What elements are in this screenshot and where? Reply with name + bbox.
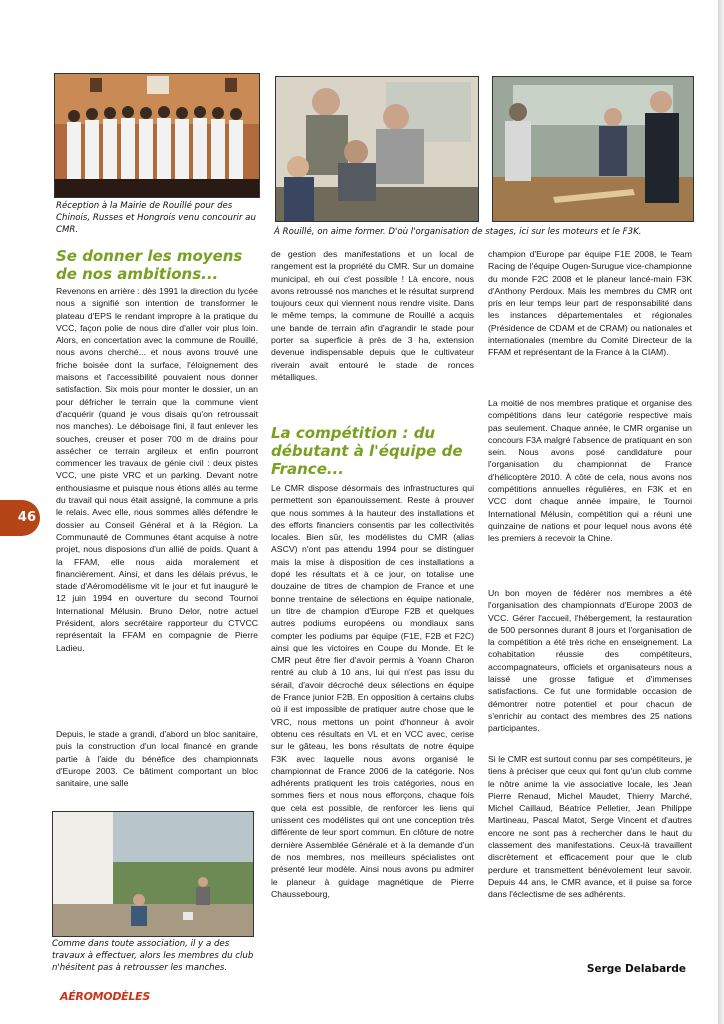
- col1-paragraph-2: Depuis, le stade a grandi, d'abord un bloc sanitaire, puis la construction d'un local financé en grande partie à l'aide du bénéfice des championnats d'Europe 2003. Ce bâtiment comportant un bloc sanitaire, une salle: [56, 729, 258, 789]
- col3-paragraph-2: La moitié de nos membres pratique et organise des compétitions dans leur catégorie respective mais pas seulement. Chaque année, le CMR organise un concours F3A malgré l'absence de pratiquant en son sein. Nous avons posé candidature pour l'organisation du championnat de France d'hélicoptère 2010. À côté de cela, nous avons nos compétitions annuelles régulières, en F3K et en VCC dont chaque année impaire, le Tournoi International Mélusin, compétition qui a réuni une quinzaine de nations et pour lequel nous avons été les premiers à recevoir la Chine.: [488, 398, 692, 544]
- magazine-logo: AÉROMODÈLES: [60, 990, 150, 1003]
- page-edge: [718, 0, 724, 1024]
- col1-paragraph-1: Revenons en arrière : dès 1991 la direction du lycée nous a signifié son intention de transformer le plateau d'EPS le rendant impropre à la pratique du VCC, façon polie de nous dire d'aller voir plus loin. Alors, en concertation avec la commune de Rouillé, nous avons cherché... et nous avons trouvé une friche boisée dont la surface, l'éloignement des maisons et l'accessibilité pouvaient nous donner satisfaction. Six mois pour monter le dossier, un an pour défricher le terrain que la commune vient d'acquérir (quand je vous disais qu'on retroussait nos manches). Le déboisage fini, il faut enlever les souches, creuser et poser 700 m de drains pour assécher ce terrain argileux et enfin pourront commencer les travaux de génie civil : deux pistes VCC, une piste VRC et un parking. Devant notre enthousiasme et puisque nous étions allés au terme du travail qui nous était assigné, la commune a pris le relais. Avec elle, nous sommes allés défendre le dossier au Conseil Général et à la Région. La Communauté de Communes étant acquise à notre projet, nous disposions d'un allié de poids. Quant à la FFAM, elle nous aida moralement et financièrement. Ainsi, et dans les délais prévus, le stade d'Aéromodélisme vit le jour et fut inauguré le 12 juin 1994 en ouverture du second Tournoi International Mélusin. Bruno Delor, notre actuel Président, alors secrétaire rapporteur du CTVCC représentait la FFAM en compagnie de Pierre Ladieu.: [56, 286, 258, 653]
- col3-paragraph-1: champion d'Europe par équipe F1E 2008, le Team Racing de l'équipe Ougen-Surugue vice-championne du monde F2C 2008 et le planeur lancé-main F3K d'Anthony Perdoux. Mais les membres du CMR ont pris en leur temps leur part de responsabilité dans les instances départementales et régionales (Présidence de CDAM et de CRAM) ou nationales et internationales (membre du Comité Directeur de la FFAM et représentant de la France à la CIAM).: [488, 249, 692, 358]
- col3-paragraph-4: Si le CMR est surtout connu par ses compétiteurs, je tiens à préciser que ceux qui font qu'un club comme le nôtre anime la vie associative locale, les Jean Pierre Renaud, Michel Maudet, Thierry Marché, Michel Caillaud, Béatrice Pelletier, Jean Philippe Martineau, Pascal Matot, Serge Vincent et d'autres encore ne sont pas à rechercher dans le haut du classement des manifestations. Ceux-là travaillent discrètement et efficacement pour que le club perdure et transmettent bénévolement leur savoir. Depuis 44 ans, le CMR avance, et il puise sa force dans l'éclectisme de ses adhérents.: [488, 754, 692, 900]
- photo-stage-formation: [275, 76, 479, 222]
- page-number: 46: [0, 500, 40, 536]
- col2-paragraph-1: de gestion des manifestations et un local de rangement est la propriété du CMR. Sur un domaine municipal, eh oui c'est possible ! Là encore, nous avons retroussé nos manches et le résultat surprend toujours ceux qui viennent nous rendre visite. Dans le même temps, la commune de Rouillé a acquis une bande de terrain afin d'agrandir le stade pour porter sa superficie à près de 3 ha, extension devenue indispensable depuis que le cultivateur riverain avait entouré le stade de ronces métalliques.: [271, 249, 474, 382]
- photo-atelier-moteurs: [492, 76, 694, 222]
- heading-competition: La compétition : du débutant à l'équipe de France...: [271, 424, 463, 478]
- col2-paragraph-2: Le CMR dispose désormais des infrastructures qui permettent son épanouissement. Reste à prouver que nous sommes à la hauteur des installations et des efforts financiers consentis par les collectivités locales. Bien sûr, les modélistes du CMR (alias ASCV) n'ont pas attendu 1994 pour se distinguer mais la mise à disposition de ces installations a dopé les résultats et à ce jour, on totalise une douzaine de titres de champion de France et une bonne trentaine de sélections en équipe nationale, un titre de champion d'Europe F2B et quelques autres podiums européens ou mondiaux sans compter les podiums par équipe (F1E, F2B et F2C) ainsi que les victoires en Coupe du Monde. Et le CMR peut être fier d'avoir permis à Yoann Charon rentré au club à 10 ans, lui qui n'est pas issu du sérail, d'avoir décroché deux sélections en équipe de France junior F2B. En opposition à certains clubs où il est impossible de pratiquer autre chose que le VRC, nous mettons un point d'honneur à avoir obtenu ces résultats en VL et en VCC avec, cerise sur le gâteau, les bons résultats de notre équipe F3K avec laquelle nous avons organisé le championnat de France 2006 de la catégorie. Nos adhérents pratiquent les trois catégories, nous en sommes fiers et nous nous efforçons, chaque fois que cela est possible, de renforcer les liens qui unissent ces modélistes qui ont une conception très différente de leur sport commun. En clôture de notre dernière Assemblée Générale et à la demande d'un de nos membres, nos meilleurs spécialistes ont présenté leur modèle. Ainsi nous avons pu admirer le planeur à guidage magnétique de Pierre Chaussebourg,: [271, 483, 474, 899]
- heading-moyens: Se donner les moyens de nos ambitions...: [56, 247, 243, 283]
- photo-travaux: [52, 811, 254, 937]
- photo-mairie-caption: Réception à la Mairie de Rouillé pour des Chinois, Russes et Hongrois venu concourir au CMR.: [56, 201, 256, 235]
- col3-paragraph-3: Un bon moyen de fédérer nos membres a été l'organisation des championnats d'Europe 2003 de VCC. Gérer l'accueil, l'hébergement, la restauration de 500 personnes durant 8 jours et l'organisation de la compétition a été très riche en enseignement. La cohabitation réussie des compétiteurs, accompagnateurs, officiels et organisateurs nous a laissé une grosse fatigue et d'immenses satisfactions. Ce fut une formidable occasion de démontrer notre potentiel et pour chacun de s'enrichir au contact des membres des 25 nations participantes.: [488, 588, 692, 734]
- photo-travaux-caption: Comme dans toute association, il y a des travaux à effectuer, alors les membres du club n'hésitent pas à retrousser les manches.: [52, 939, 254, 973]
- author-name: Serge Delabarde: [586, 963, 686, 975]
- photo-mairie-reception: [54, 73, 260, 198]
- photo-stage-caption: À Rouillé, on aime former. D'où l'organisation de stages, ici sur les moteurs et le F3K.: [274, 227, 642, 237]
